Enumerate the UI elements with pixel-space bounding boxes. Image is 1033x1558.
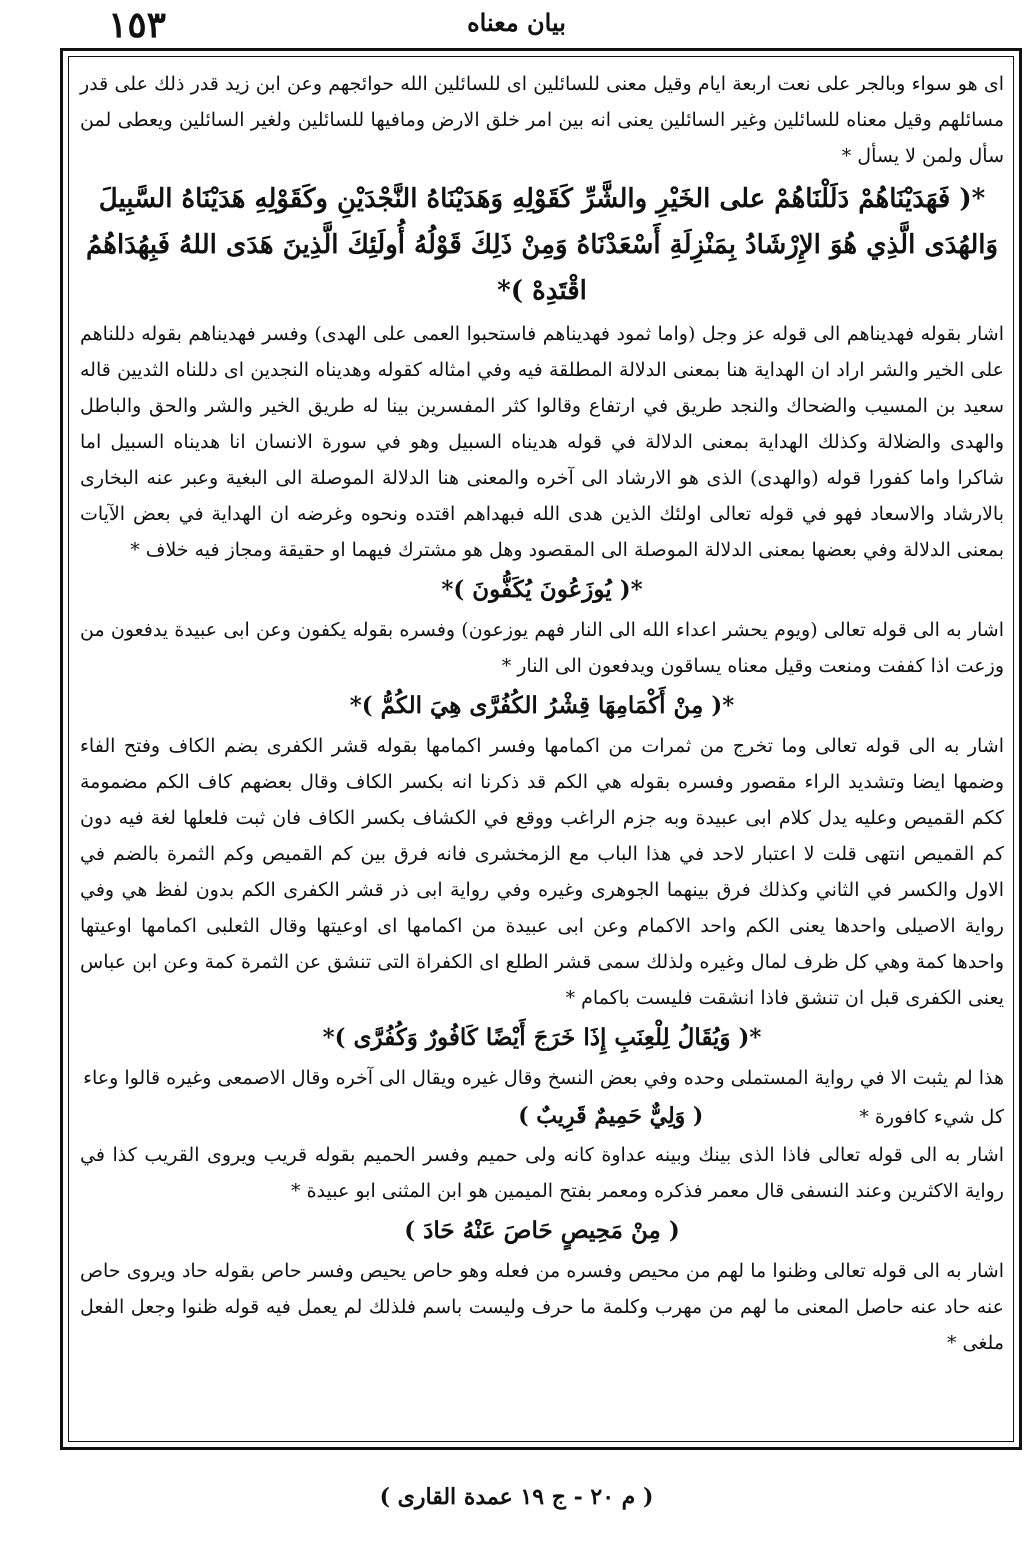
inline-heading-line xyxy=(80,1096,1004,1137)
verse-heading: ( مِنْ مَحِيصٍ حَاصَ عَنْهُ حَادَ ) xyxy=(404,1217,680,1244)
paragraph: اى هو سواء وبالجر على نعت اربعة ايام وقيل معنى للسائلين اى للسائلين الله حوائجهم وعن ابن زيد قدر ذلك على قدر مسائلهم وقيل معناه للسائلين وغير السائلين يعنى انه بين امر خلق الارض ومافيها للسائلين ولغير السائلين ويعطى لمن سأل ولمن لا يسأل * xyxy=(80,73,1004,167)
verse-heading: *( فَهَدَيْنَاهُمْ دَلَلْنَاهُمْ على الخَيْرِ والشَّرِّ كَقَوْلِهِ وَهَدَيْنَاهُ النَّجْدَيْنِ وكَقَوْلِهِ هَدَيْنَاهُ السَّبِيلَ وَالهُدَى الَّذِي هُوَ الإِرْشَادُ بِمَنْزِلَةِ أَسْعَدْنَاهُ وَمِنْ ذَلِكَ قَوْلُهُ أُولَئِكَ الَّذِينَ هَدَى اللهُ فَبِهُدَاهُمُ اقْتَدِهْ )* xyxy=(85,184,999,306)
page-header xyxy=(0,0,1033,50)
paragraph: اشار به الى قوله تعالى وظنوا ما لهم من محيص وفسره من فعله وهو حاص يحيص وفسر حاص بقوله حاد ويروى حاص عنه حاد عنه حاصل المعنى ما لهم من مهرب وكلمة ما حرف وليست باسم فلذلك لم يعمل فيه قوله ظنوا وجعل الفعل ملغى * xyxy=(80,1260,1004,1354)
verse-heading: *( مِنْ أَكْمَامِهَا قِشْرُ الكُفُرَّى هِيَ الكُمُّ )* xyxy=(349,692,735,719)
paragraph: هذا لم يثبت الا في رواية المستملى وحده وفي بعض النسخ وقال غيره ويقال الى آخره وقال الاصمعى وغيره قالوا وعاء xyxy=(83,1067,1004,1089)
inline-text: كل شيء كافورة * xyxy=(859,1106,1004,1128)
paragraph: اشار بقوله فهديناهم الى قوله عز وجل (واما ثمود فهديناهم فاستحبوا العمى على الهدى) وفسر فهديناهم بقوله دللناهم على الخير والشر اراد ان الهداية هنا بمعنى الدلالة المطلقة فيه وفي امثاله كقوله وهديناه النجدين اى دللناه الثديين قاله سعيد بن المسيب والضحاك والنجد طريق في ارتفاع وقالوا كثر المفسرين بينا له طريق الخير والشر والحق والباطل والهدى والضلالة وكذلك الهداية بمعنى الدلالة في قوله هديناه السبيل وهو في سورة الانسان انا هديناه السبيل اما شاكرا واما كفورا قوله (والهدى) الذى هو الارشاد الى آخره والمعنى هنا الدلالة الموصلة الى البغية وعبر عنه البخارى بالارشاد والاسعاد فهو في قوله تعالى اولئك الذين هدى الله فبهداهم اقتده ونحوه وغرضه ان الهداية في بعض الآيات بمعنى الدلالة وفي بعضها بمعنى الدلالة الموصلة الى المقصود وهل هو مشترك فيهما او حقيقة ومجاز فيه خلاف * xyxy=(80,323,1004,561)
page-number: ١٥٣ xyxy=(108,4,167,46)
verse-heading: ( وَلِيٌّ حَمِيمٌ قَرِيبٌ ) xyxy=(518,1103,704,1129)
verse-heading: *( يُوزَعُونَ يُكَفُّونَ )* xyxy=(441,576,643,603)
verse-heading: *( وَيُقَالُ لِلْعِنَبِ إِذَا خَرَجَ أَيْضًا كَافُورٌ وَكُفُرَّى )* xyxy=(322,1024,762,1051)
paragraph: اشار به الى قوله تعالى فاذا الذى بينك وبينه عداوة كانه ولى حميم وفسر الحميم بقوله قريب ويروى القريب كذا في رواية الاكثرين وعند النسفى قال معمر فذكره ومعمر بفتح الميمين هو ابن المثنى ابو عبيدة * xyxy=(80,1144,1004,1202)
paragraph: اشار به الى قوله تعالى وما تخرج من ثمرات من اكمامها وفسر اكمامها بقوله قشر الكفرى بضم الكاف وفتح الفاء وضمها ايضا وتشديد الراء مقصور وفسره بقوله هي الكم قد ذكرنا انه بكسر الكاف وقال بعضهم كاف الكم مضمومة ككم القميص وعليه يدل كلام ابى عبيدة وبه جزم الراغب ووقع في الكشاف بكسر الكاف فان ثبت فلعلها لغة فيه دون كم القميص انتهى قلت لا اعتبار لاحد في هذا الباب مع الزمخشرى فانه فرق بين كم القميص وكم الثمرة بالضم في الاول والكسر في الثاني وكذلك فرق بينهما الجوهرى وغيره وفي رواية ابى ذر قشر الكفرى الكم بدون لفظ هي وفي رواية الاصيلى واحدها يعنى الكم واحد الاكمام وعن ابى عبيدة من اكمامها اى اوعيتها وقال الثعلبى اكمامها اوعيتها واحدها كمة وهي كل ظرف لمال وغيره ولذلك سمى قشر الطلع اى الكفراة التى تنشق عن الثمرة كمة وعن ابن عباس يعنى الكفرى قبل ان تنشق فاذا انشقت فليست باكمام * xyxy=(80,735,1004,1009)
running-title: بيان معناه xyxy=(467,8,566,37)
paragraph: اشار به الى قوله تعالى (ويوم يحشر اعداء الله الى النار فهم يوزعون) وفسره بقوله يكفون وعن ابى عبيدة يدفعون من وزعت اذا كففت ومنعت وقيل معناه يساقون ويدفعون الى النار * xyxy=(80,619,1004,677)
page-footer-signature: ( م ٢٠ - ج ١٩ عمدة القارى ) xyxy=(379,1484,654,1510)
page-content xyxy=(80,66,1004,1436)
